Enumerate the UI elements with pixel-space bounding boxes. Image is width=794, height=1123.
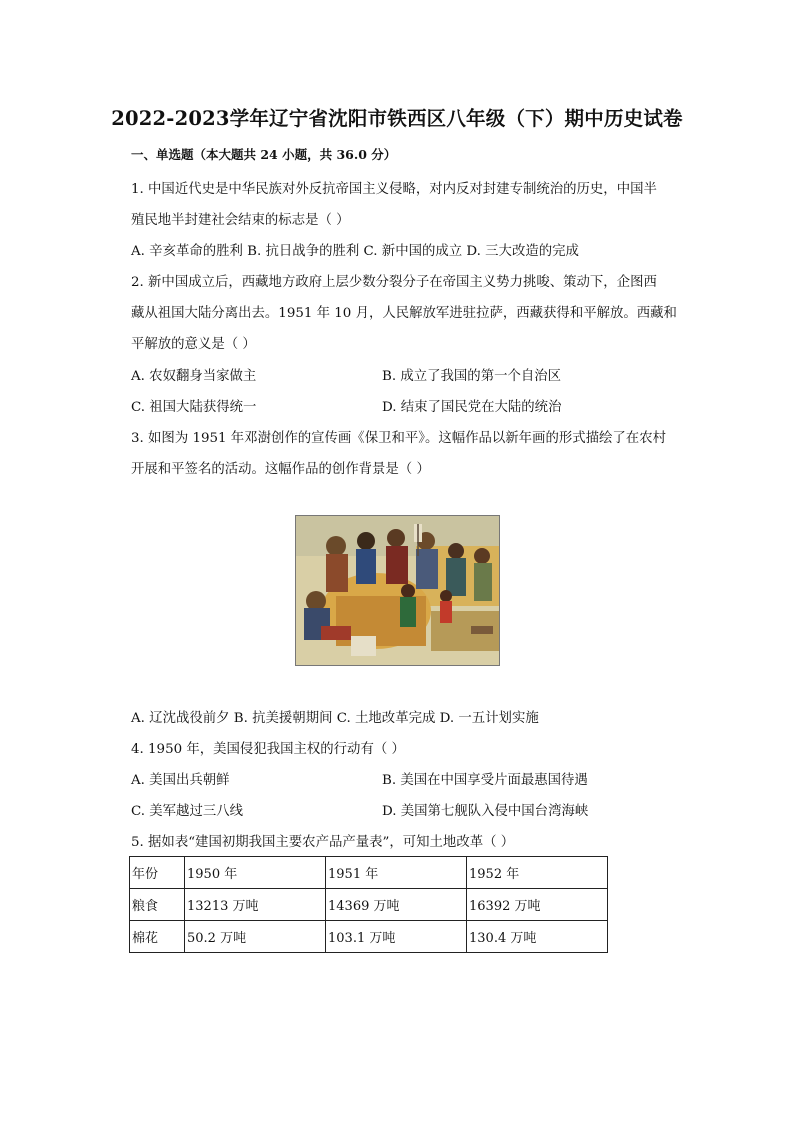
q1-options: A. 辛亥革命的胜利 B. 抗日战争的胜利 C. 新中国的成立 D. 三大改造的完成 bbox=[131, 244, 579, 259]
q1-line-2: 殖民地半封建社会结束的标志是（ ） bbox=[131, 213, 350, 228]
table-cell: 50.2 万吨 bbox=[185, 921, 326, 953]
q4-option-b: B. 美国在中国享受片面最惠国待遇 bbox=[382, 773, 588, 788]
table-cell: 16392 万吨 bbox=[467, 889, 608, 921]
table-row bbox=[130, 857, 608, 889]
exam-title: 2022-2023学年辽宁省沈阳市铁西区八年级（下）期中历史试卷 bbox=[111, 107, 683, 130]
q3-options: A. 辽沈战役前夕 B. 抗美援朝期间 C. 土地改革完成 D. 一五计划实施 bbox=[131, 711, 539, 726]
q2-option-c: C. 祖国大陆获得统一 bbox=[131, 400, 257, 415]
q2-line-1: 2. 新中国成立后，西藏地方政府上层少数分裂分子在帝国主义势力挑唆、策动下，企图西 bbox=[131, 275, 657, 290]
q4-line-1: 4. 1950 年，美国侵犯我国主权的行动有（ ） bbox=[131, 742, 405, 757]
agri-production-table bbox=[129, 856, 608, 953]
table-cell: 130.4 万吨 bbox=[467, 921, 608, 953]
q2-option-b: B. 成立了我国的第一个自治区 bbox=[382, 369, 562, 384]
table-row bbox=[130, 889, 608, 921]
q4-option-a: A. 美国出兵朝鲜 bbox=[131, 773, 230, 788]
q3-line-1: 3. 如图为 1951 年邓澍创作的宣传画《保卫和平》。这幅作品以新年画的形式描绘了在农村 bbox=[131, 431, 666, 446]
q2-option-a: A. 农奴翻身当家做主 bbox=[131, 369, 257, 384]
q4-option-d: D. 美国第七舰队入侵中国台湾海峡 bbox=[382, 804, 589, 819]
table-cell: 13213 万吨 bbox=[185, 889, 326, 921]
q1-line-1: 1. 中国近代史是中华民族对外反抗帝国主义侵略，对内反对封建专制统治的历史，中国半 bbox=[131, 182, 657, 197]
q2-line-2: 藏从祖国大陆分离出去。1951 年 10 月，人民解放军进驻拉萨，西藏获得和平解放。西藏和 bbox=[131, 306, 677, 321]
table-cell: 1951 年 bbox=[326, 857, 467, 889]
table-cell: 棉花 bbox=[130, 921, 185, 953]
table-cell: 年份 bbox=[130, 857, 185, 889]
section-heading: 一、单选题（本大题共 24 小题，共 36.0 分） bbox=[131, 147, 397, 162]
q2-line-3: 平解放的意义是（ ） bbox=[131, 337, 256, 352]
table-cell: 14369 万吨 bbox=[326, 889, 467, 921]
q3-line-2: 开展和平签名的活动。这幅作品的创作背景是（ ） bbox=[131, 462, 430, 477]
table-cell: 103.1 万吨 bbox=[326, 921, 467, 953]
table-cell: 粮食 bbox=[130, 889, 185, 921]
propaganda-painting-image bbox=[295, 515, 500, 666]
q2-option-d: D. 结束了国民党在大陆的统治 bbox=[382, 400, 562, 415]
table-row bbox=[130, 921, 608, 953]
q4-option-c: C. 美军越过三八线 bbox=[131, 804, 244, 819]
table-cell: 1952 年 bbox=[467, 857, 608, 889]
q5-line-1: 5. 据如表“建国初期我国主要农产品产量表”，可知土地改革（ ） bbox=[131, 835, 515, 850]
table-cell: 1950 年 bbox=[185, 857, 326, 889]
